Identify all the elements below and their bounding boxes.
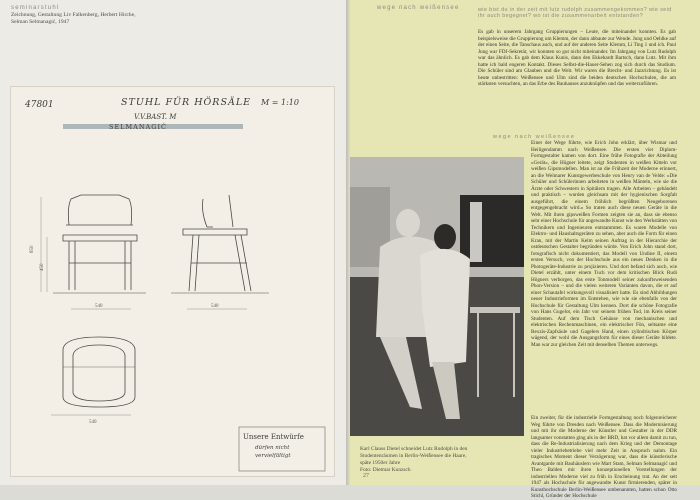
svg-text:450: 450 [40, 263, 45, 271]
svg-text:540: 540 [211, 304, 219, 309]
drawing-caption [11, 12, 171, 26]
running-head-left: seminarstuhl [11, 5, 60, 11]
photograph [350, 157, 524, 436]
drawing-title: STUHL FÜR HÖRSÄLE [121, 97, 252, 108]
page-number: 27 [363, 473, 369, 479]
drawing-number: 47801 [25, 100, 54, 110]
chair-front-view [53, 195, 146, 293]
photo-caption-line-2: Studentenräumen in Berlin-Weißensee die Haare, [360, 453, 467, 459]
technical-drawing [10, 86, 335, 477]
svg-text:850: 850 [30, 245, 35, 253]
chair-side-view [171, 195, 269, 293]
svg-text:540: 540 [89, 420, 97, 425]
svg-text:540: 540 [95, 304, 103, 309]
interview-question: wie bist du in der zeit mit lutz rudolph zusammengekommen? wie seid ihr auch begegnet? wo ist die zusammenarbeit entstanden? [478, 7, 672, 20]
stamp-line-3: vervielfältigt [255, 453, 291, 459]
section-heading: wege nach weißensee [493, 134, 576, 140]
drawing-maker: V.V.BAST. M [134, 113, 177, 121]
body-text: Einer der Wege führte, wie Erich John erklärt, über Wismar und Heiligendamm nach Weißensee. Die ersten vier Diplom-Formgestalter kamen von dort. Eine frühe Fotografie der Abteilung »Gerät«, die Hügner leitete, zeigt Studenten in weißen Kitteln vor weißen Gipsmodellen. Man ist an die Frühzeit der Moderne erinnert, an die Weimarer Kunstgewerbeschule von Henry van de Velde: »Die Schüler und Schülerinnen arbeiteten in weißen Mänteln, wie sie die Ärzte oder Schwestern in Spitälern tragen. Alle Arbeiten – gebändelt und praktisch – wurden gleichsam mit der hygienischen Sorgfalt ausgeführt, die einem fröhlich begrüßten Neugeborenen entgegengebracht wird.« So traten auch diese neuen Geräte in die Welt. Mit ihren gipsweißen Formen zeigten sie an, dass sie ebenso sehr einer Hochschule für angewandte Kunst wie den Werkstätten von Technikern und Ingenieuren entstammten. Es waren Modelle von Elektro- und Haushaltsgeräten zu sehen, aber auch die Form für einen Kran, mit der Martin Kelm seinen Auftrag in der Hierarchie der ostdeutschen Gestalter begründen würde. Von Erich John stand dort, fotografisch nicht dokumentiert, das Modell von Undine II, einem ersten Versuch, von der Hochschule aus ein neues Denken in die Photogeräte-Industrie zu projizieren. Und dort befand sich auch, wie Dietel erzählt, unter einem Tuch vor dem kritischen Blick Rudi Högners verborgen, das erste Tonmodell seiner zukunftsweisenden Phon-Version – und die vielen weiteren Varianten davon, die er auf einer Schautafel wirkungsvoll visualisiert hatte. Es sind Abbildungen neuer Industrieformen im Entstehen, wie wie sie ebenfalls von der Hochschule für Gestaltung Ulm kennen. Dort die schöne Fotografie von Hans Gugelot, ein Jahr vor seinem frühen Tod, im Kreis seiner Studenten. Auf dem Tisch Gehäuse von mechanischen und elektrischen Rechenmaschinen, ein elektrischer Fön, seltsame eine Bexzis-Zapfsäule und Gagelers Hand, einen zylindrischen Körper wägend, der wohl die Ausgangsform für eines dieser Geräte bildete. Man war zur gleichen Zeit mit denselben Themen unterwegs. [531, 140, 677, 348]
caption-line-2: Selman Selmanagić, 1947 [11, 19, 70, 25]
running-head-right: wege nach weißensee [377, 5, 460, 11]
stamp-line-1: Unsere Entwürfe [243, 433, 304, 441]
caption-line-1: Zeichnung, Gestaltung Liv Falkenberg, Herbert Hirche, [11, 12, 136, 18]
photo-caption-line-4: Foto: Dietmar Kunzsch [360, 467, 411, 473]
photo-caption-line-1: Karl Clauss Dietel schneidet Lutz Rudolph in den [360, 446, 468, 452]
chair-plan-view [63, 337, 135, 407]
left-page [0, 0, 346, 485]
photo-caption [360, 446, 510, 474]
interview-answer: Es gab in unserem Jahrgang Gruppierungen – Leute, die miteinander konnten. Es gab beispielsweise die Gruppierung um Klemm, der dann abbaute zur Wende. Jung und Oehlke auf der einen Seite, die Tanschaus auch, und auf der anderen Seite Klemm, Li Ting 1 und ich. Paul Jung war FDJ-Sekretär, wir konnten so gut nicht miteinander. Im Jahrgang von Lutz Rudolph war das ähnlich. Es gab dem Klaus Kunis, dann den Ekkehardt Bartsch, dann Lutz. Mit ihm hatte ich bald engeren Kontakt. Dieses Selbst-die-Hauer-Sehen zog sich durch das Studium. Die Schüler sind am Glauben und die Welt. Wir waren die Brecht- und Jazzrichtung. Es ist heute unbestritten: Weißensee und Ulm sind die beiden deutschen Hochschulen, die am stärksten versuchten, an das Erbe des Bauhauses anzuknüpfen und das weiterzuführen. [478, 29, 676, 87]
drawing-scale: M = 1:10 [261, 98, 299, 107]
body-text-continued: Ein zweiter, für die industrielle Formgestaltung noch folgenreicherer Weg führte von Dresden nach Weißensee. Dass die Modernisierung und mit ihr die Moderne der Künstler und Gestalter in der DDR langsamer vonstatten ging als in der BRD, hat vor allem damit zu tun, dass die Re-Industrialisierung nach dem Krieg und der Demontage vieler Industriebetriebe viel mehr Zeit in Anspruch nahm. Ein tragisches Moment dieser Verzögerung war, dass die künstlerische Avantgarde mit Bauhäuslern wie Mart Stam, Selman Selmanagić und Theo Balden mit ihren konzeptionellen Vorstellungen der industriellen Moderne viel zu früh in Erscheinung trat. An der seit 1947 als Hochschule für angewandte Kunst firmierenden, später in Kunsthochschule Berlin-Weißensee umbenannten, hatten schon Otto Stichl, Gründer der Hochschule [531, 415, 677, 499]
stamp-line-2: dürfen nicht [255, 445, 290, 451]
photo-caption-line-3: späte 1950er Jahre [360, 460, 401, 466]
drawing-designer: SELMANAGIĆ [109, 123, 167, 131]
